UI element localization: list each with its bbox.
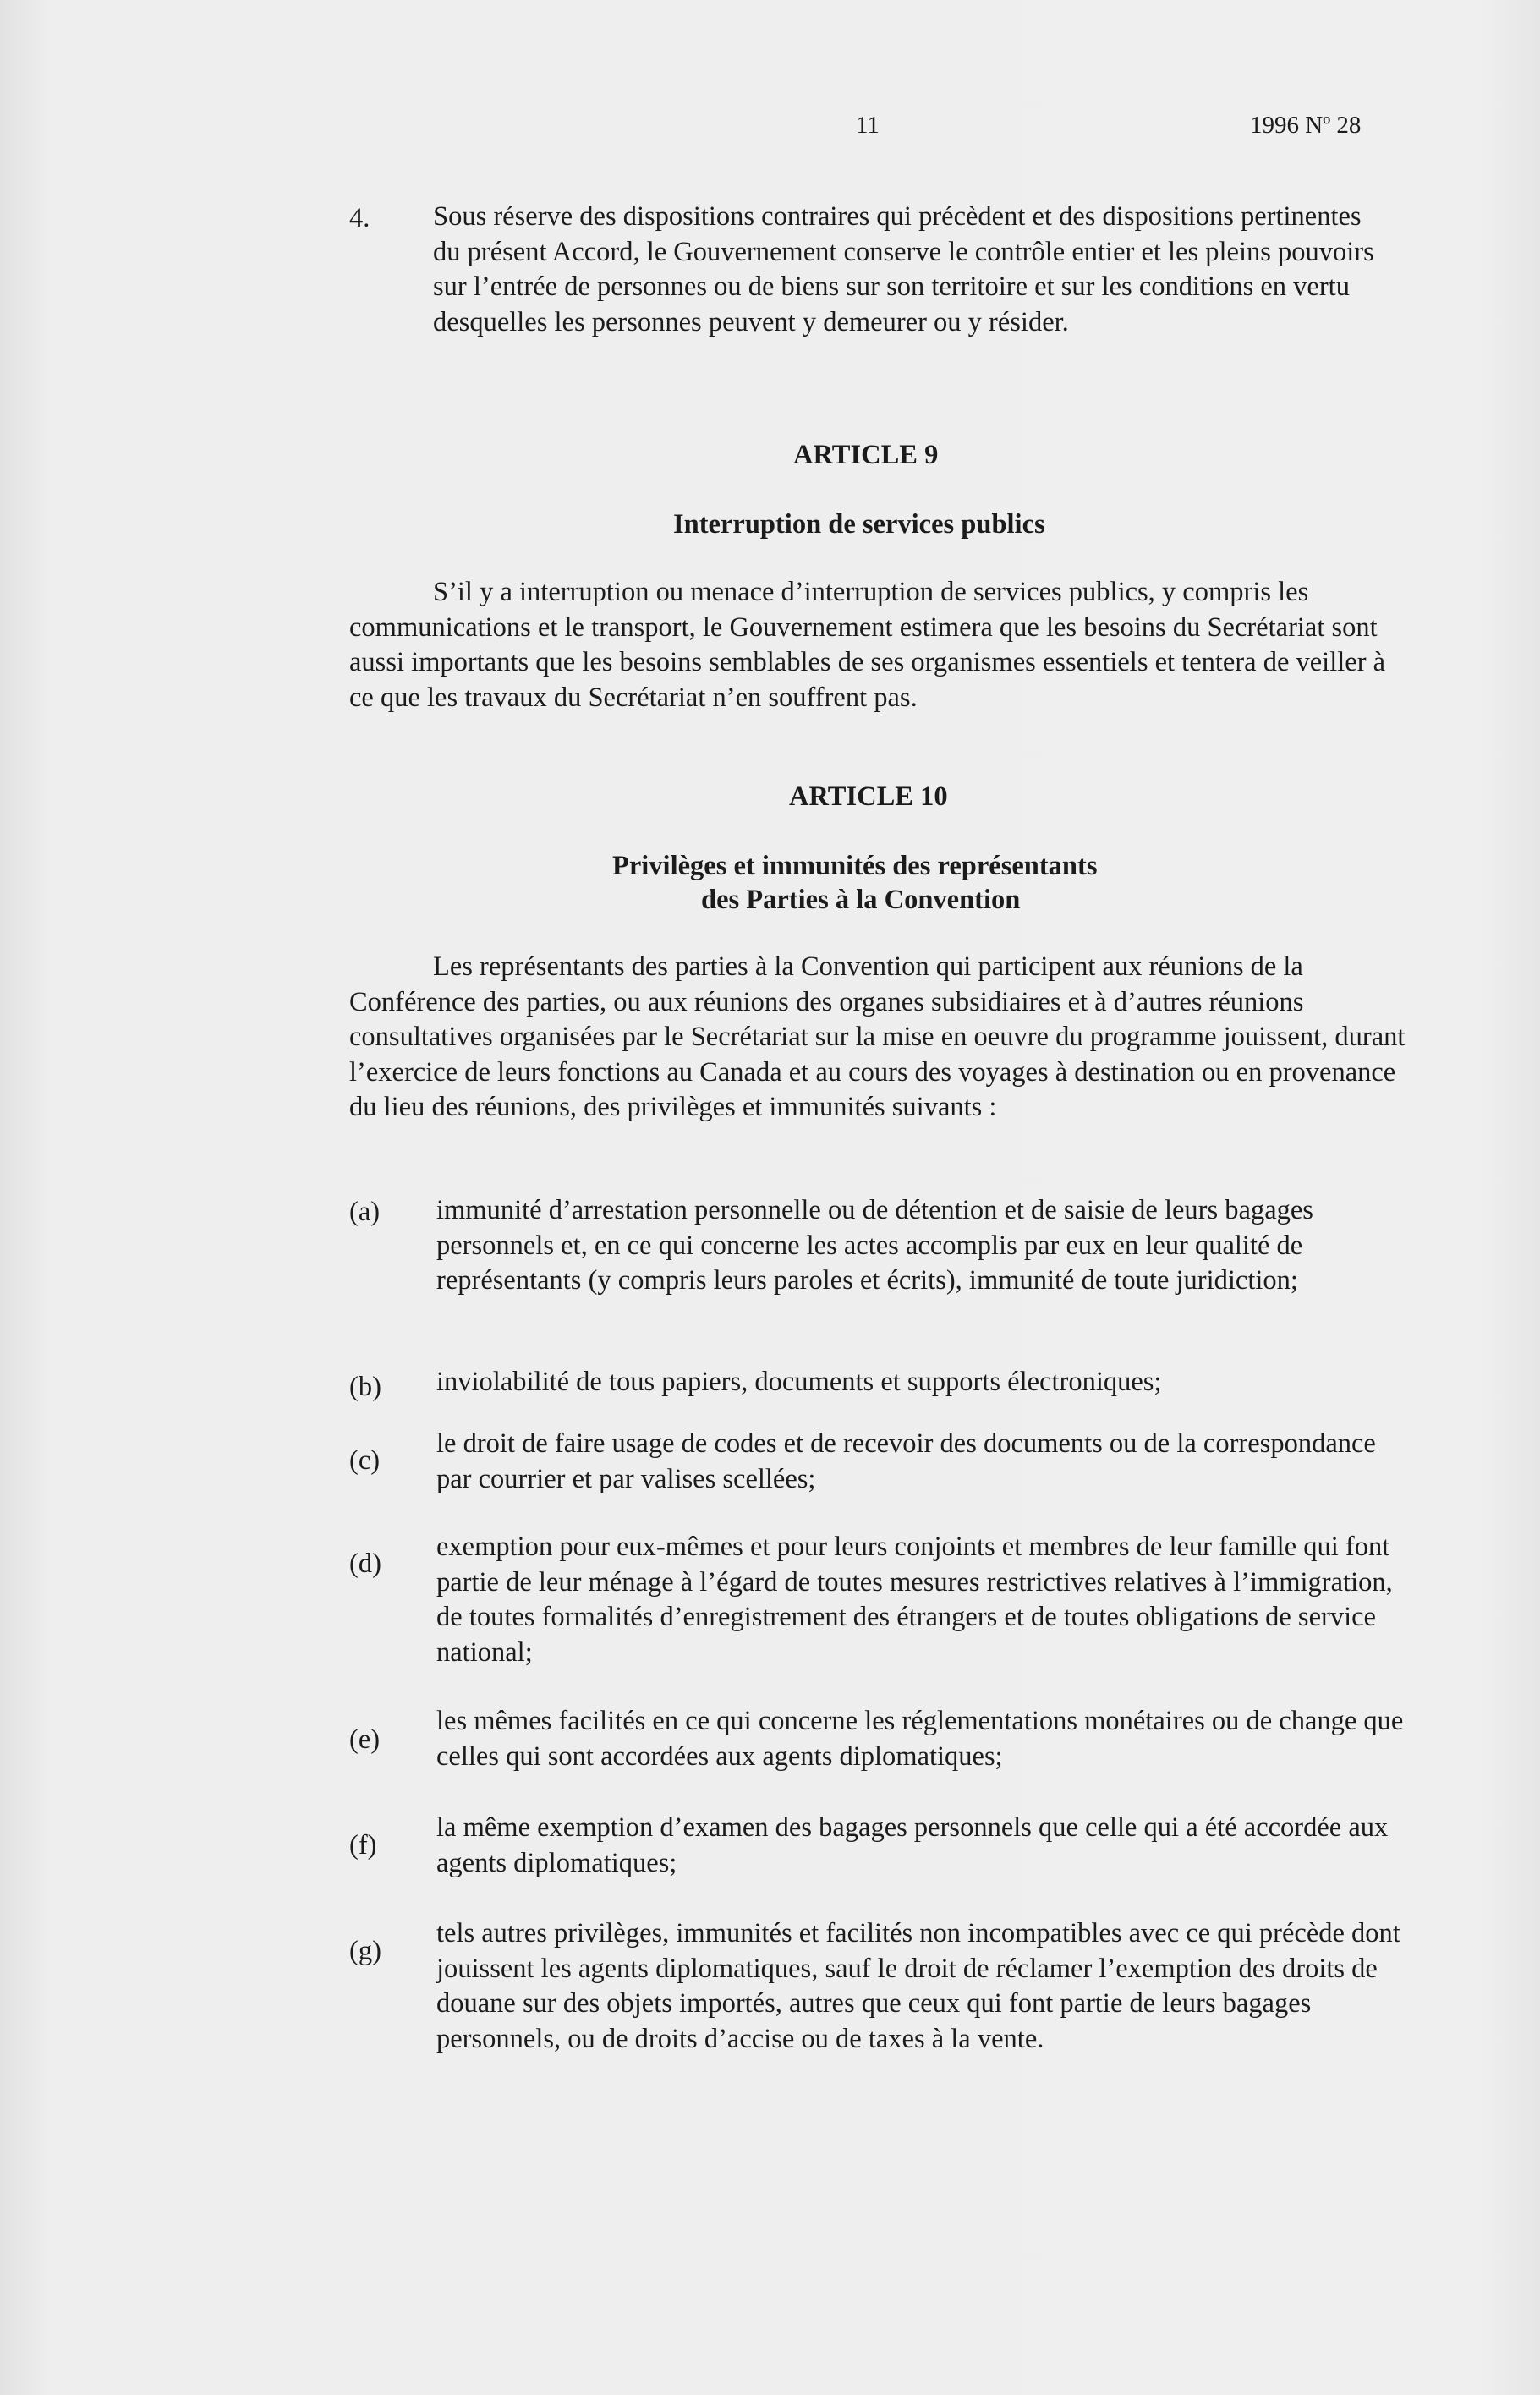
- item-text-f: la même exemption d’examen des bagages personnels que celle qui a été accordée aux agents diplomatiques;: [436, 1812, 1389, 1878]
- item-label-f: (f): [349, 1830, 377, 1861]
- item-text-c: le droit de faire usage de codes et de recevoir des documents ou de la correspondance par courrier et par valises scellées;: [436, 1428, 1376, 1494]
- item-text-g: tels autres privilèges, immunités et facilités non incompatibles avec ce qui précède dont jouissent les agents diplomatiques, sauf le droit de réclamer l’exemption des droits de douane sur des objets importés, autres que ceux qui font partie de leurs bagages personnels, ou de droits d’accise ou de taxes à la vente.: [436, 1918, 1400, 2054]
- item-label-d: (d): [349, 1548, 381, 1579]
- section-4-text: Sous réserve des dispositions contraires qui précèdent et des dispositions pertinentes du présent Accord, le Gouvernement conserve le contrôle entier et les pleins pouvoirs sur l’entrée de personnes ou de biens sur son territoire et sur les conditions en vertu desquelles les personnes peuvent y demeurer ou y résider.: [433, 201, 1374, 337]
- article-10-intro: Les représentants des parties à la Convention qui participent aux réunions de la Conférence des parties, ou aux réunions des organes subsidiaires et à d’autres réunions consultatives organisées par le Secrétariat sur la mise en oeuvre du programme jouissent, durant l’exercice de leurs fonctions au Canada et au cours des voyages à destination ou en provenance du lieu des réunions, des privilèges et immunités suivants :: [349, 951, 1406, 1122]
- article-9-title: ARTICLE 9: [793, 440, 939, 470]
- article-9-subtitle: Interruption de services publics: [673, 509, 1045, 540]
- article-9-text: S’il y a interruption ou menace d’interruption de services publics, y compris les communications et le transport, le Gouvernement estimera que les besoins du Secrétariat sont aussi importants que les besoins semblables de ses organismes essentiels et tentera de veiller à ce que les travaux du Secrétariat n’en souffrent pas.: [349, 577, 1386, 713]
- article-10-subtitle-line2: des Parties à la Convention: [701, 885, 1021, 915]
- article-10-title: ARTICLE 10: [789, 781, 948, 812]
- item-label-g: (g): [349, 1936, 381, 1966]
- item-label-b: (b): [349, 1372, 381, 1402]
- item-label-c: (c): [349, 1445, 381, 1476]
- item-text-d: exemption pour eux-mêmes et pour leurs conjoints et membres de leur famille qui font partie de leur ménage à l’égard de toutes mesures restrictives relatives à l’immigration, de toutes formalités d’enregistrement des étrangers et de toutes obligations de service national;: [436, 1532, 1393, 1668]
- section-4-number: 4.: [349, 203, 370, 233]
- article-10-subtitle-line1: Privilèges et immunités des représentants: [612, 851, 1098, 881]
- item-label-e: (e): [349, 1724, 381, 1755]
- page-number: 11: [856, 112, 880, 139]
- item-text-e: les mêmes facilités en ce qui concerne les réglementations monétaires ou de change que celles qui sont accordées aux agents diplomatiques;: [436, 1706, 1404, 1772]
- item-text-a: immunité d’arrestation personnelle ou de détention et de saisie de leurs bagages personnels et, en ce qui concerne les actes accomplis par eux en leur qualité de représentants (y compris leurs paroles et écrits), immunité de toute juridiction;: [436, 1195, 1313, 1296]
- document-reference: 1996 Nº 28: [1250, 112, 1362, 139]
- item-text-b: inviolabilité de tous papiers, documents et supports électroniques;: [436, 1367, 1162, 1397]
- item-label-a: (a): [349, 1197, 381, 1227]
